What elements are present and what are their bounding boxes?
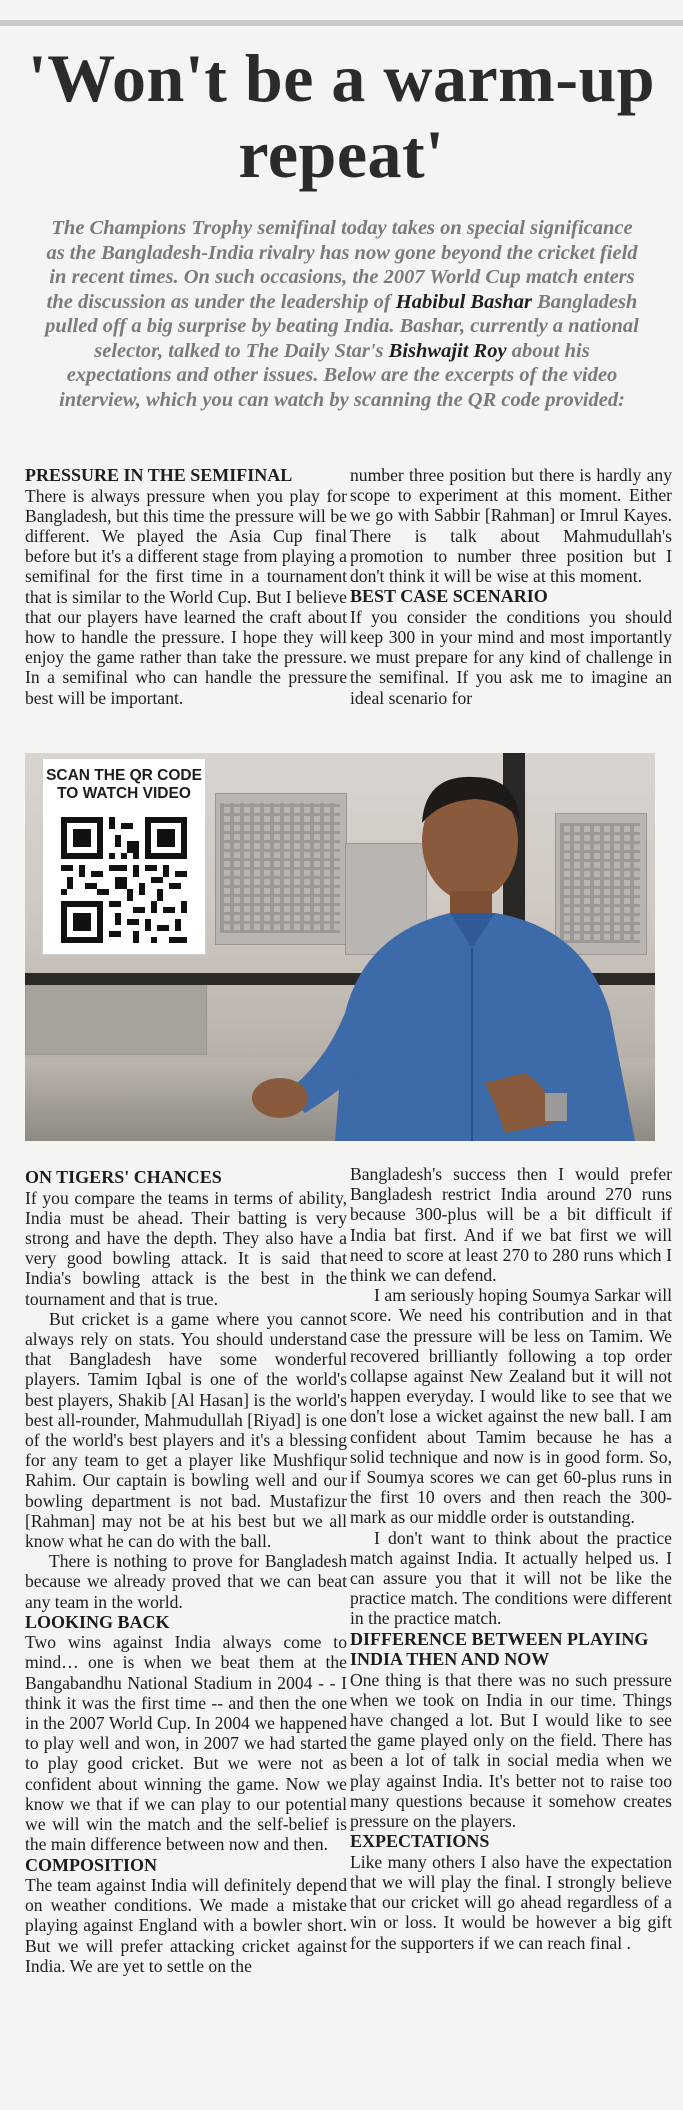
interviewee-figure xyxy=(225,763,655,1141)
qr-caption-line2: TO WATCH VIDEO xyxy=(57,785,191,802)
continued-paragraph-3: I don't want to think about the practice match against India. It actually helped us. I can assure you that it will not be like the practice match. The conditions were different in the practice match. xyxy=(350,1527,672,1629)
heading-pressure: PRESSURE IN THE SEMIFINAL xyxy=(25,465,293,485)
qr-caption xyxy=(43,767,205,803)
tigers-paragraph-3: There is nothing to prove for Bangladesh because we already proved that we can beat any team in the world. xyxy=(25,1551,347,1612)
headline xyxy=(0,40,683,192)
interview-photo xyxy=(25,753,655,1141)
intro-name-bashar: Habibul Bashar xyxy=(395,290,532,313)
heading-tigers-chances: ON TIGERS' CHANCES xyxy=(25,1167,222,1187)
column-lower-right xyxy=(350,1164,672,1953)
background-building xyxy=(25,983,207,1055)
continued-paragraph-1: Bangladesh's success then I would prefer Bangladesh restrict India around 270 runs because 300-plus will be a bit difficult if India bat first. And if we bat first we will need to score at least 270 to 280 runs which I think we can defend. xyxy=(350,1164,672,1286)
expectations-paragraph: Like many others I also have the expectation that we will play the final. I strongly believe that our cricket will go ahead regardless of a win or loss. It would be however a big gift for the supporters if we can reach final . xyxy=(350,1851,672,1953)
best-case-paragraph: If you consider the conditions you should keep 300 in your mind and most importantly we must prepare for any kind of challenge in the semifinal. If you ask me to imagine an ideal scenario for xyxy=(350,606,672,708)
top-rule xyxy=(0,20,683,26)
column-upper-left xyxy=(25,465,347,708)
heading-looking-back: LOOKING BACK xyxy=(25,1611,170,1632)
composition-paragraph: The team against India will definitely depend on weather conditions. We made a mistake playing against England with a bowler short. But we will prefer attacking cricket against India. We are yet to settle on the xyxy=(25,1875,347,1976)
qr-code-panel[interactable] xyxy=(42,758,206,955)
pressure-paragraph: There is always pressure when you play for Bangladesh, but this time the pressure will be different. We played the Asia Cup final before but it's a different stage from playing a semifinal for the first time in a tournament that is similar to the World Cup. But I believe that our players have learned the craft about how to handle the pressure. I hope they will enjoy the game rather than take the pressure. In a semifinal who can handle the pressure best will be important. xyxy=(25,485,347,708)
headline-text: 'Won't be a warm-up repeat' xyxy=(27,40,656,192)
column-lower-left xyxy=(25,1167,347,1976)
pressure-continued-paragraph: number three position but there is hardly any scope to experiment at this moment. Either we go with Sabbir [Rahman] or Imrul Kayes. There is talk about Mahmudullah's promotion to number three position but I don't think it will be wise at this moment. xyxy=(350,465,672,587)
tigers-paragraph-1: If you compare the teams in terms of ability, India must be ahead. Their batting is very strong and have the depth. They also have a very good bowling attack. It is said that India's bowling attack is the best in the tournament and that is true. xyxy=(25,1187,347,1309)
heading-difference: DIFFERENCE BETWEEN PLAYING INDIA THEN AND NOW xyxy=(350,1628,649,1670)
heading-best-case: BEST CASE SCENARIO xyxy=(350,586,548,607)
intro-part1: The Champions Trophy semifinal today takes on special significance as the Bangladesh-India rivalry has now gone beyond the cricket field in recent times. On such occasions, the 2007 World Cup match enters the discussion as under the leadership of xyxy=(46,217,638,313)
looking-back-paragraph: Two wins against India always come to mind… one is when we beat them at the Bangabandhu National Stadium in 2004 - - I think it was the first time -- and then the one in the 2007 World Cup. In 2004 we happened to play well and won, in 2007 we had started to play good cricket. But we were not as confident about winning the game. Now we know we that if we can play to our potential we will win the match and the self-belief is the main difference between now and then. xyxy=(25,1632,347,1855)
intro-part2: Bangladesh pulled off a big surprise by beating India. Bashar, currently a national selector, talked to The Daily Star's xyxy=(45,290,639,362)
heading-composition: COMPOSITION xyxy=(25,1854,158,1875)
tigers-paragraph-2: But cricket is a game where you cannot always rely on stats. You should understand that Bangladesh have some wonderful players. Tamim Iqbal is one of the world's best players, Shakib [Al Hasan] is the world's best all-rounder, Mahmudullah [Riyad] is one of the world's best players and it's a blessing for any team to get a player like Mushfiqur Rahim. Our captain is bowling well and our bowling department is not bad. Mustafizur [Rahman] may not be at his best but we all know what he can do with the ball. xyxy=(25,1308,347,1551)
intro-part3: about his expectations and other issues. Below are the excerpts of the video interview, which you can watch by scanning the QR code provided: xyxy=(59,339,625,411)
heading-expectations: EXPECTATIONS xyxy=(350,1831,490,1852)
continued-paragraph-2: I am seriously hoping Soumya Sarkar will score. We need his contribution and in that case the pressure will be less on Tamim. We recovered brilliantly following a top order collapse against New Zealand but it will not happen everyday. I would like to see that we don't lose a wicket against the new ball. I am confident about Tamim because he has a solid technique and now is in good form. So, if Soumya scores we can get 60-plus runs in the first 10 overs and then reach the 300-mark as our middle order is outstanding. xyxy=(350,1285,672,1528)
qr-caption-line1: SCAN THE QR CODE xyxy=(46,767,202,784)
intro-name-roy: Bishwajit Roy xyxy=(388,339,507,362)
qr-code-icon[interactable] xyxy=(61,817,187,943)
difference-paragraph: One thing is that there was no such pressure when we took on India in our time. Things have changed a lot. But I would like to see the game played only on the field. There has been a lot of talk in social media when we play against India. It's better not to raise too many questions because it somehow creates pressure on the players. xyxy=(350,1669,672,1832)
intro-standfirst xyxy=(42,216,642,412)
column-upper-right xyxy=(350,465,672,708)
